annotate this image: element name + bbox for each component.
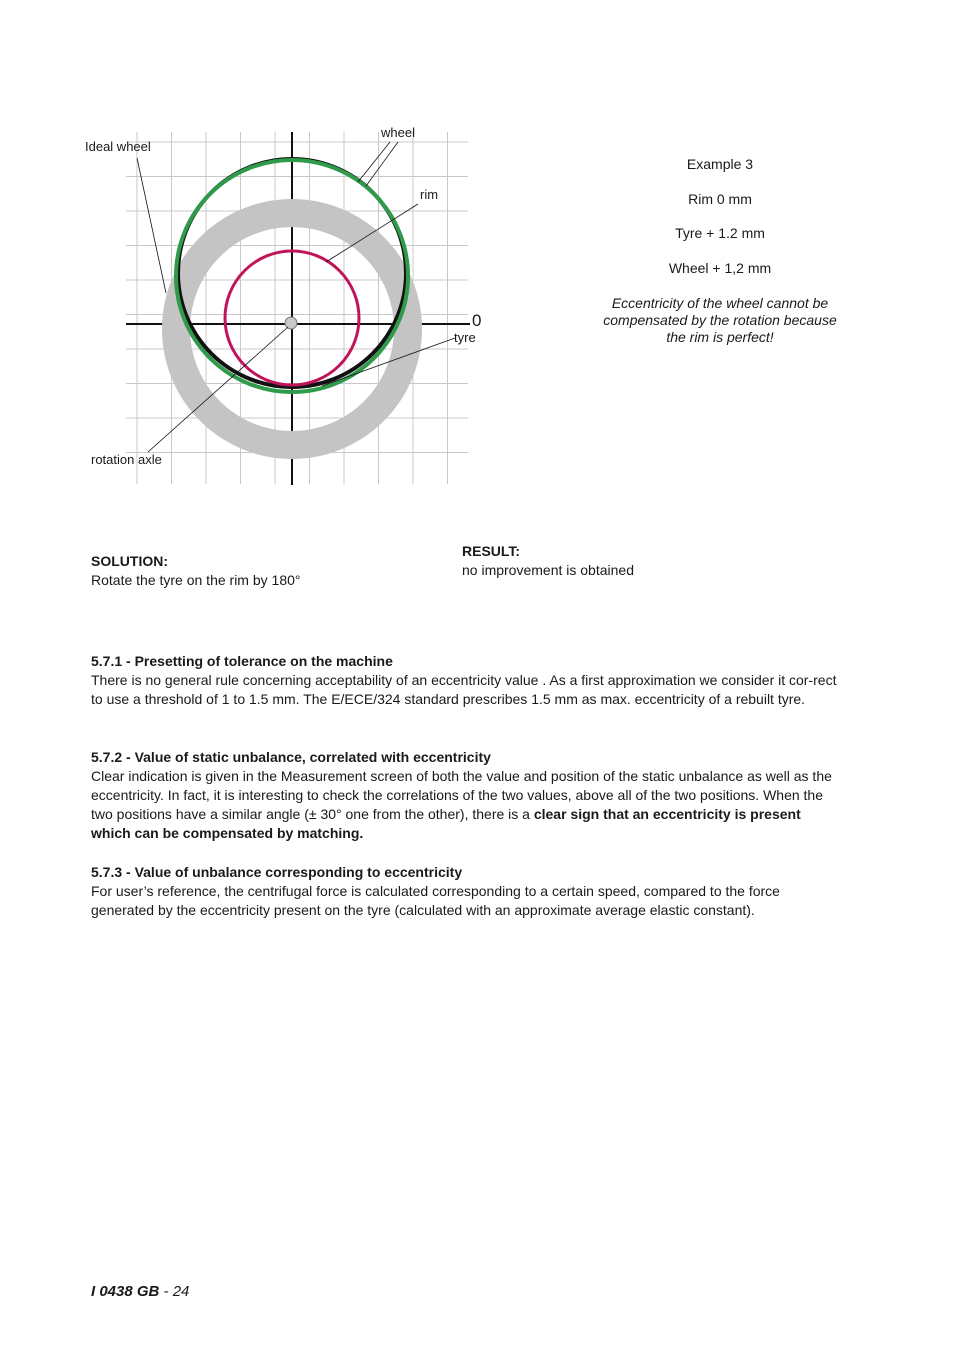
ideal-wheel-leader-2	[150, 158, 170, 268]
example-tyre: Tyre + 1.2 mm	[675, 225, 765, 241]
section-text: There is no general rule concerning acceptability of an eccentricity value . As a first approximation we consider it cor-rect to use a threshold of 1 to 1.5 mm. The E/ECE/324 standard prescribes 1.5 mm as max. eccentricity of a rebuilt tyre.	[91, 672, 837, 707]
rim-label: rim	[420, 187, 439, 202]
zero-label: 0	[472, 311, 482, 330]
section-text-plain: Clear indication is given in the Measurement screen of both the value and position of the static unbalance as well as the eccentricity. In fact, it is interesting to check the correlations of the two values, above all of the two positions. When the two positions have a similar angle (± 30° one from the other), there is a	[91, 768, 832, 822]
section-5-7-3	[91, 863, 841, 920]
solution-heading: SOLUTION:	[91, 553, 168, 569]
result-heading: RESULT:	[462, 543, 521, 559]
section-5-7-2	[91, 748, 841, 843]
example-note: Eccentricity of the wheel cannot be compensated by the rotation because the rim is perfect!	[603, 295, 837, 345]
page-number: - 24	[159, 1283, 190, 1300]
wheel-label: wheel	[381, 125, 415, 140]
section-text	[91, 767, 841, 843]
example-rim: Rim 0 mm	[688, 191, 752, 207]
section-heading: 5.7.2 - Value of static unbalance, correlated with eccentricity	[91, 749, 491, 765]
section-heading: 5.7.1 - Presetting of tolerance on the machine	[91, 653, 393, 669]
wheel-leader-2	[366, 142, 398, 186]
result-text: no improvement is obtained	[462, 562, 634, 578]
section-text-bold: clear sign that an eccentricity is present which can be compensated by matching.	[91, 806, 801, 841]
example-wheel: Wheel + 1,2 mm	[668, 260, 772, 276]
rotation-axle-label: rotation axle	[91, 452, 162, 467]
ideal-wheel-label: Ideal wheel	[85, 139, 151, 154]
example-title: Example 3	[686, 156, 754, 172]
page-footer	[91, 1283, 189, 1300]
section-heading: 5.7.3 - Value of unbalance corresponding to eccentricity	[91, 864, 463, 880]
solution-text: Rotate the tyre on the rim by 180°	[91, 572, 301, 588]
section-5-7-1	[91, 652, 841, 709]
result-block	[462, 542, 634, 580]
tyre-label: tyre	[454, 330, 476, 345]
solution-block	[91, 552, 301, 590]
document-code: I 0438 GB	[91, 1283, 160, 1300]
section-text: For user’s reference, the centrifugal force is calculated corresponding to a certain speed, compared to the force generated by the eccentricity present on the tyre (calculated with an approximate average elastic constant).	[91, 883, 780, 918]
rotation-axle-point	[285, 317, 297, 329]
ideal-wheel-leader	[137, 158, 166, 293]
